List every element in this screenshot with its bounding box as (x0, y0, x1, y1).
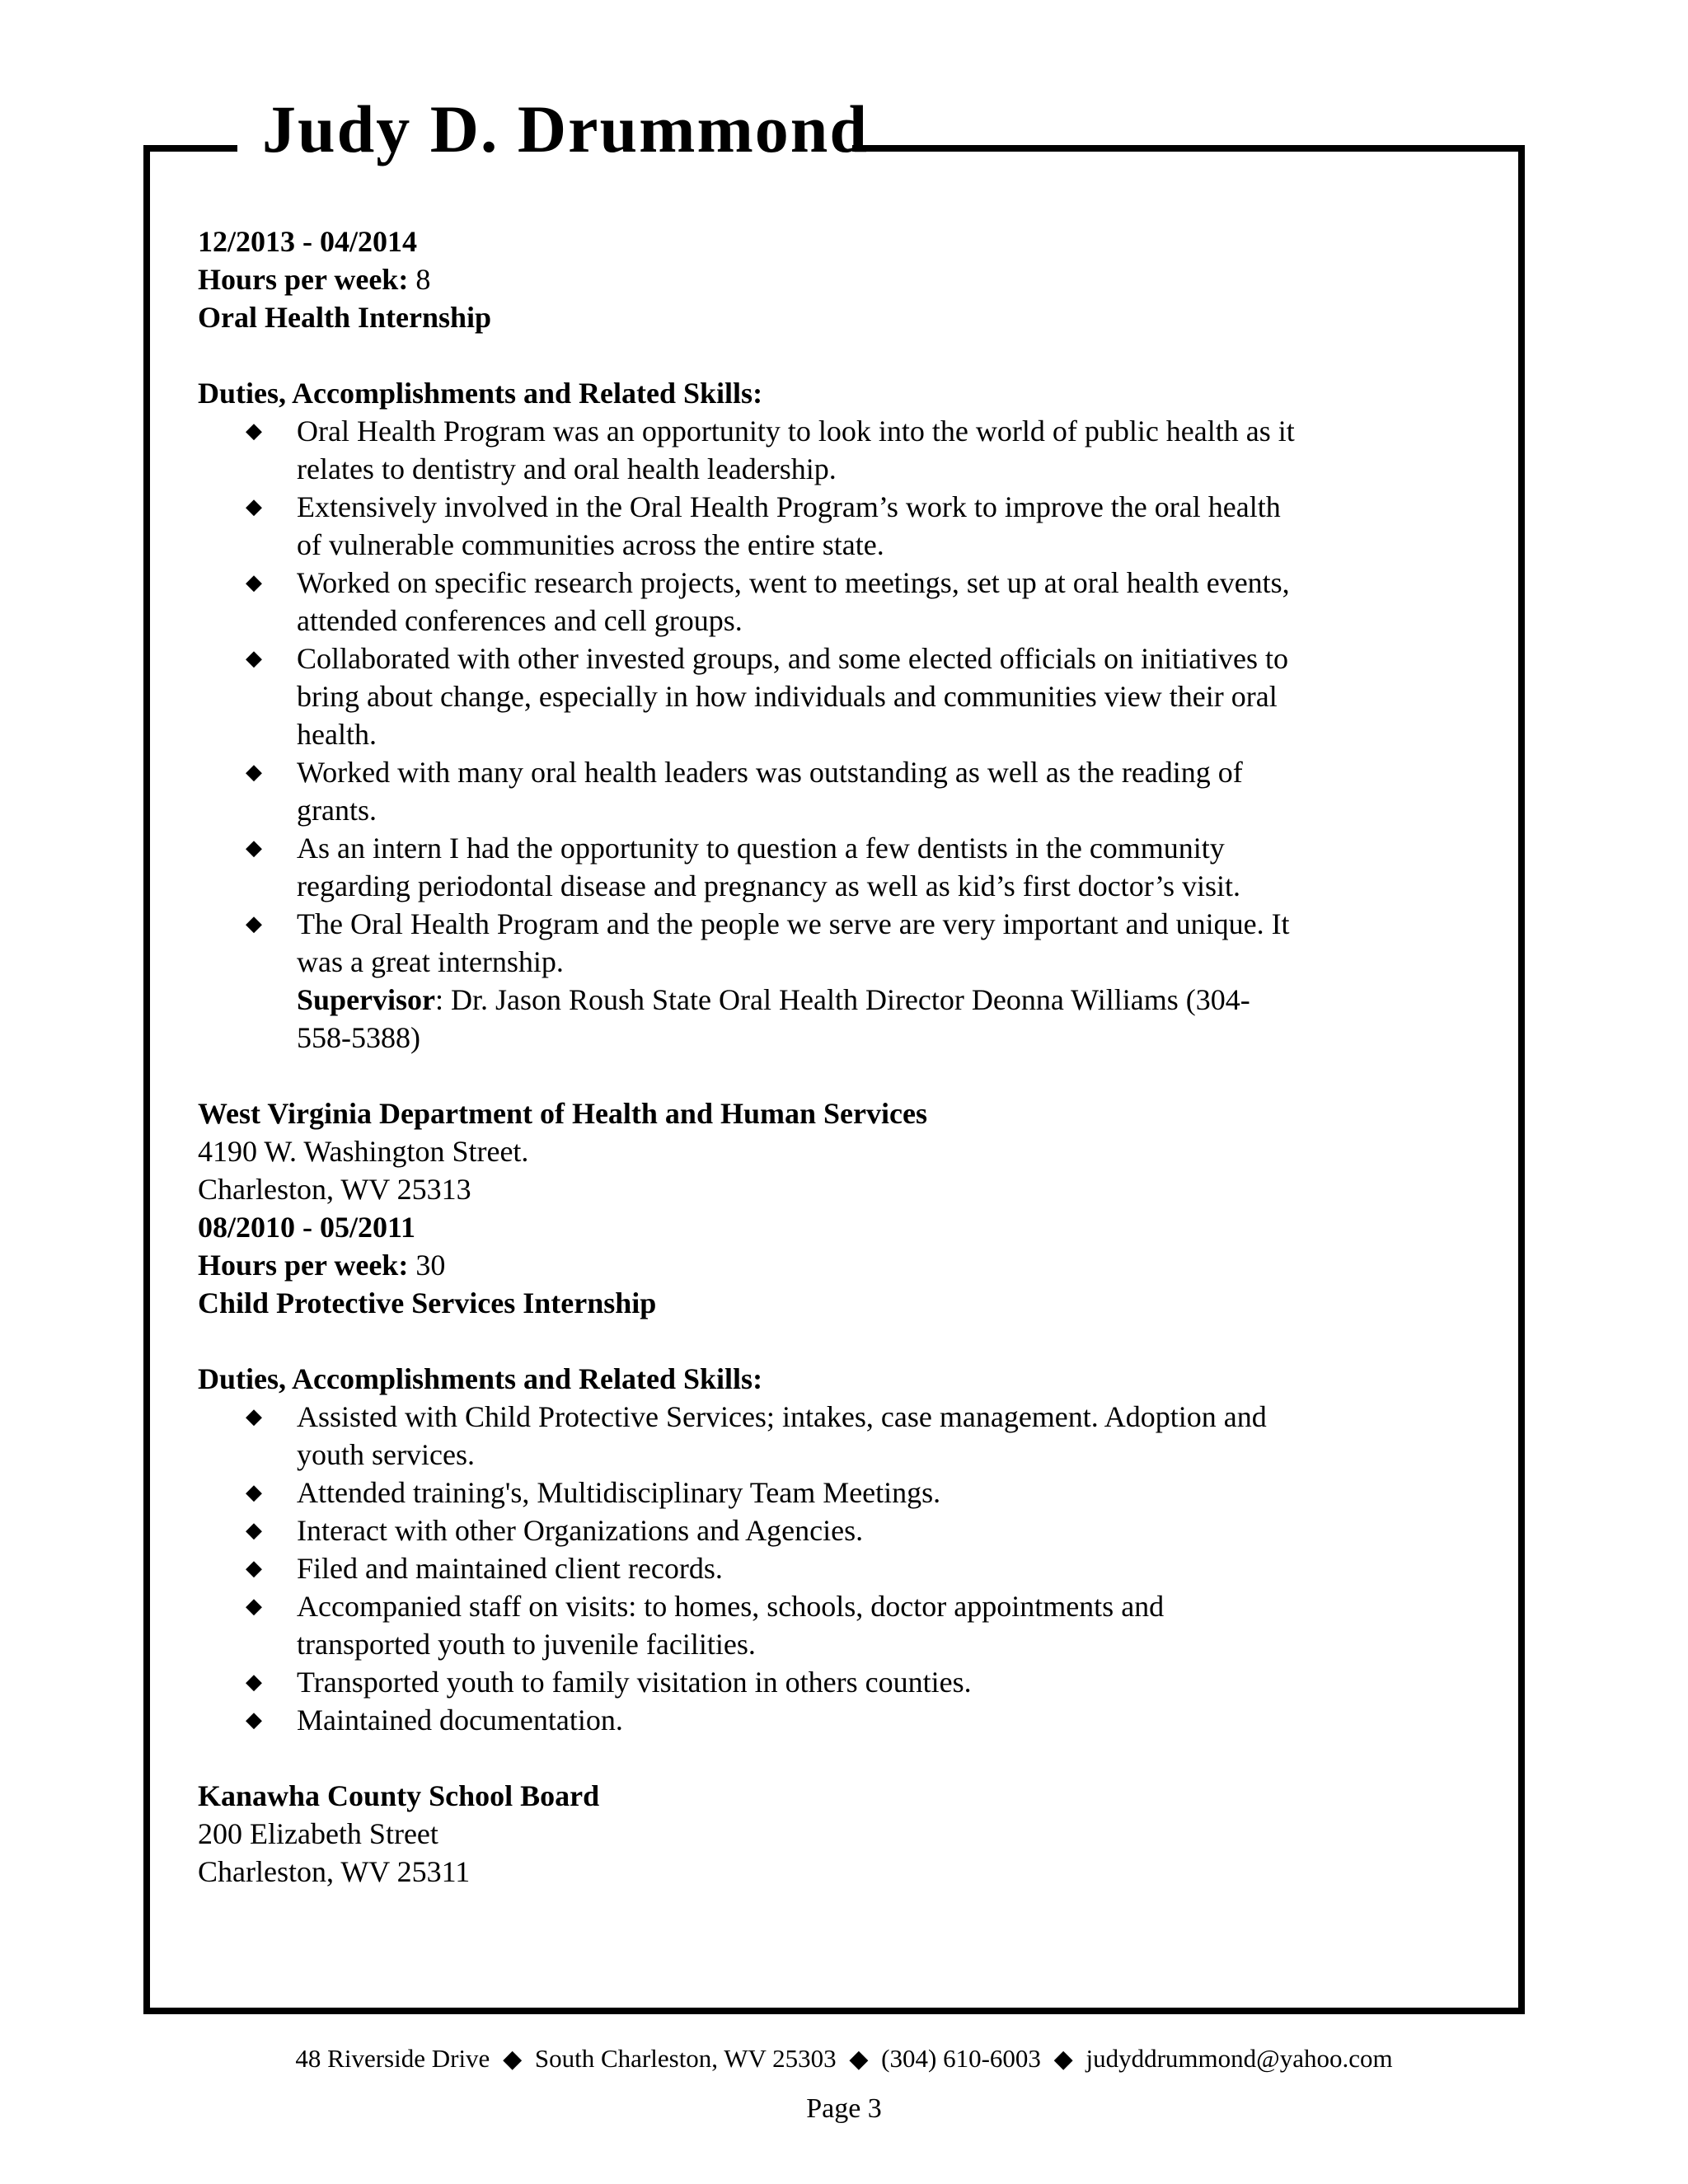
diamond-bullet-icon: ◆ (246, 1480, 262, 1504)
internship2-duties-list (198, 1398, 1418, 1739)
diamond-bullet-icon: ◆ (246, 494, 262, 518)
footer-city: South Charleston, WV 25303 (534, 2044, 837, 2073)
diamond-bullet-icon: ◆ (246, 1518, 262, 1542)
list-item (246, 1398, 1418, 1474)
bullet-text-line: relates to dentistry and oral health leadership. (297, 452, 837, 485)
bullet-text-line: As an intern I had the opportunity to question a few dentists in the community (297, 832, 1225, 865)
internship1-duties-heading: Duties, Accomplishments and Related Skills: (198, 377, 763, 410)
bullet-text-line: Filed and maintained client records. (297, 1552, 723, 1585)
diamond-icon: ◆ (1053, 2046, 1073, 2073)
supervisor-text: : Dr. Jason Roush State Oral Health Director Deonna Williams (304- (435, 983, 1250, 1016)
resume-body (198, 223, 1418, 1891)
bullet-text-line: bring about change, especially in how individuals and communities view their oral (297, 680, 1278, 713)
diamond-bullet-icon: ◆ (246, 836, 262, 860)
bullet-text-line: Maintained documentation. (297, 1704, 623, 1736)
bullet-text-line: Interact with other Organizations and Agencies. (297, 1514, 864, 1547)
list-item (246, 1701, 1418, 1739)
hours-label: Hours per week: (198, 1249, 409, 1282)
diamond-bullet-icon: ◆ (246, 1670, 262, 1694)
employer3-address1: 200 Elizabeth Street (198, 1817, 438, 1850)
diamond-bullet-icon: ◆ (246, 419, 262, 443)
internship2-title: Child Protective Services Internship (198, 1286, 657, 1319)
list-item (246, 905, 1418, 981)
footer-address: 48 Riverside Drive (295, 2044, 490, 2073)
list-item (246, 1663, 1418, 1701)
hours-value: 8 (415, 263, 431, 296)
list-item (246, 412, 1418, 488)
bullet-text-line: youth services. (297, 1438, 475, 1471)
employer3-address2: Charleston, WV 25311 (198, 1855, 471, 1888)
employer3-org: Kanawha County School Board (198, 1779, 600, 1812)
bullet-text-line: regarding periodontal disease and pregnancy as well as kid’s first doctor’s visit. (297, 869, 1241, 902)
list-item (246, 753, 1418, 829)
page-title: Judy D. Drummond (262, 91, 869, 166)
list-item (246, 1511, 1418, 1549)
footer-phone: (304) 610-6003 (881, 2044, 1041, 2073)
bullet-text-line: was a great internship. (297, 945, 564, 978)
bullet-text-line: Collaborated with other invested groups, and some elected officials on initiatives to (297, 642, 1289, 675)
internship2-org: West Virginia Department of Health and Human Services (198, 1097, 927, 1130)
internship2-address2: Charleston, WV 25313 (198, 1173, 471, 1206)
internship2-duties-heading: Duties, Accomplishments and Related Skills: (198, 1362, 763, 1395)
diamond-bullet-icon: ◆ (246, 570, 262, 594)
bullet-text-line: The Oral Health Program and the people we serve are very important and unique. It (297, 907, 1290, 940)
diamond-bullet-icon: ◆ (246, 1594, 262, 1618)
supervisor-label: Supervisor (297, 983, 436, 1016)
bullet-text-line: Transported youth to family visitation in others counties. (297, 1666, 972, 1699)
supervisor-line (198, 981, 1418, 1019)
list-item (246, 640, 1418, 753)
list-item (246, 488, 1418, 564)
bullet-text-line: Attended training's, Multidisciplinary Team Meetings. (297, 1476, 941, 1509)
supervisor-line-2: 558-5388) (297, 1021, 420, 1054)
internship2-address1: 4190 W. Washington Street. (198, 1135, 529, 1168)
diamond-bullet-icon: ◆ (246, 1708, 262, 1732)
diamond-bullet-icon: ◆ (246, 912, 262, 935)
internship2-hours (198, 1246, 1418, 1284)
internship1-title: Oral Health Internship (198, 301, 492, 334)
footer-contact (0, 2044, 1688, 2074)
bullet-text-line: of vulnerable communities across the entire state. (297, 528, 884, 561)
bullet-text-line: Extensively involved in the Oral Health Program’s work to improve the oral health (297, 490, 1281, 523)
list-item (246, 829, 1418, 905)
list-item (246, 1474, 1418, 1511)
diamond-bullet-icon: ◆ (246, 1404, 262, 1428)
diamond-bullet-icon: ◆ (246, 1556, 262, 1580)
bullet-text-line: transported youth to juvenile facilities. (297, 1628, 756, 1661)
diamond-bullet-icon: ◆ (246, 760, 262, 784)
bullet-text-line: grants. (297, 794, 377, 827)
hours-label: Hours per week: (198, 263, 409, 296)
diamond-icon: ◆ (503, 2046, 523, 2073)
bullet-text-line: Worked with many oral health leaders was outstanding as well as the reading of (297, 756, 1243, 789)
bullet-text-line: attended conferences and cell groups. (297, 604, 743, 637)
internship1-hours (198, 260, 1418, 298)
internship2-dates: 08/2010 - 05/2011 (198, 1211, 416, 1244)
list-item (246, 1587, 1418, 1663)
hours-value: 30 (415, 1249, 446, 1282)
bullet-text-line: health. (297, 718, 377, 751)
internship1-dates: 12/2013 - 04/2014 (198, 225, 417, 258)
diamond-bullet-icon: ◆ (246, 646, 262, 670)
bullet-text-line: Worked on specific research projects, went to meetings, set up at oral health events, (297, 566, 1290, 599)
list-item (246, 1549, 1418, 1587)
list-item (246, 564, 1418, 640)
bullet-text-line: Oral Health Program was an opportunity to look into the world of public health as it (297, 415, 1295, 448)
footer-email[interactable]: judyddrummond@yahoo.com (1085, 2044, 1393, 2073)
page-number: Page 3 (806, 2093, 882, 2124)
diamond-icon: ◆ (849, 2046, 869, 2073)
bullet-text-line: Assisted with Child Protective Services; intakes, case management. Adoption and (297, 1400, 1267, 1433)
internship1-duties-list (198, 412, 1418, 981)
bullet-text-line: Accompanied staff on visits: to homes, schools, doctor appointments and (297, 1590, 1165, 1623)
